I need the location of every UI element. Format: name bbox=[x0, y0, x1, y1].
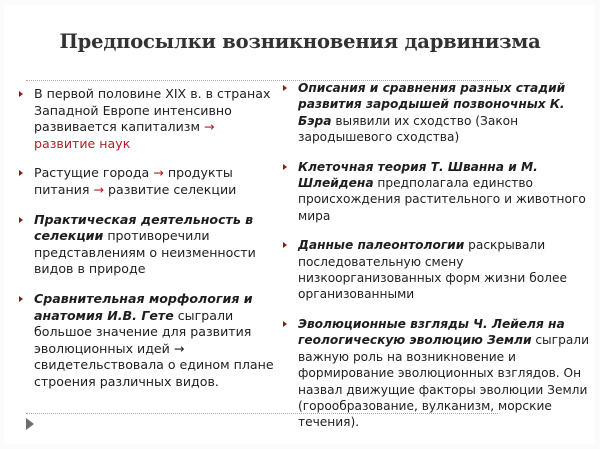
next-slide-icon[interactable] bbox=[26, 418, 34, 430]
item-text: развитие селекции bbox=[104, 181, 237, 197]
right-column bbox=[276, 80, 598, 444]
item-text: сыграли важную роль на возникновение и формирование эволюционных взглядов. Он назвал движущие факторы эволюции Земли (горообразование, вулканизм, морские течения). bbox=[298, 333, 590, 430]
item-highlight: → развитие наук bbox=[34, 119, 215, 151]
item-text: продукты питания bbox=[34, 165, 233, 197]
list-item bbox=[276, 80, 598, 146]
list-item bbox=[276, 237, 598, 303]
arrow-icon: → bbox=[153, 165, 164, 181]
bullet-triangle-icon bbox=[19, 170, 23, 176]
list-item bbox=[12, 291, 274, 391]
item-emphasis: Практическая деятельность в селекции bbox=[34, 211, 254, 244]
list-item bbox=[12, 165, 274, 198]
bullet-triangle-icon bbox=[283, 242, 287, 248]
footer-divider bbox=[26, 413, 498, 414]
item-emphasis: Данные палеонтологии bbox=[298, 238, 465, 253]
list-item bbox=[12, 212, 274, 278]
bullet-triangle-icon bbox=[19, 296, 23, 302]
item-text: сыграли большое значение для развития эволюционных идей → свидетельствовала о едином плане строения различных видов. bbox=[34, 307, 274, 389]
item-text: Растущие города bbox=[34, 165, 154, 181]
item-text: раскрывали последовательную смену низкоорганизованных форм жизни более организованными bbox=[298, 238, 567, 302]
bullet-triangle-icon bbox=[283, 85, 287, 91]
bullet-triangle-icon bbox=[19, 217, 23, 223]
item-text: выявили их сходство (Закон зародышевого сходства) bbox=[298, 113, 519, 145]
list-item bbox=[276, 159, 598, 225]
item-emphasis: Сравнительная морфология и анатомия И.В. Гете bbox=[34, 290, 253, 323]
left-column bbox=[12, 86, 274, 404]
item-text: В первой половине XIX в. в странах Западной Европе интенсивно развивается капитализм bbox=[34, 86, 271, 135]
item-emphasis: Описания и сравнения разных стадий развития зародышей позвоночных К. Бэра bbox=[298, 81, 566, 128]
list-item bbox=[12, 86, 274, 152]
bullet-triangle-icon bbox=[19, 91, 23, 97]
item-text: противоречили представлениям о неизменности видов в природе bbox=[34, 228, 256, 277]
arrow-icon: → bbox=[93, 181, 105, 197]
bullet-triangle-icon bbox=[283, 321, 287, 327]
item-emphasis: Эволюционные взгляды Ч. Лейеля на геологическую эволюцию Земли bbox=[298, 316, 565, 348]
slide-title: Предпосылки возникновения дарвинизма bbox=[59, 30, 541, 53]
item-emphasis: Клеточная теория Т. Шванна и М. Шлейдена bbox=[298, 159, 538, 191]
item-text: предполагала единство происхождения растительного и животного мира bbox=[298, 176, 586, 223]
bullet-triangle-icon bbox=[283, 164, 287, 170]
